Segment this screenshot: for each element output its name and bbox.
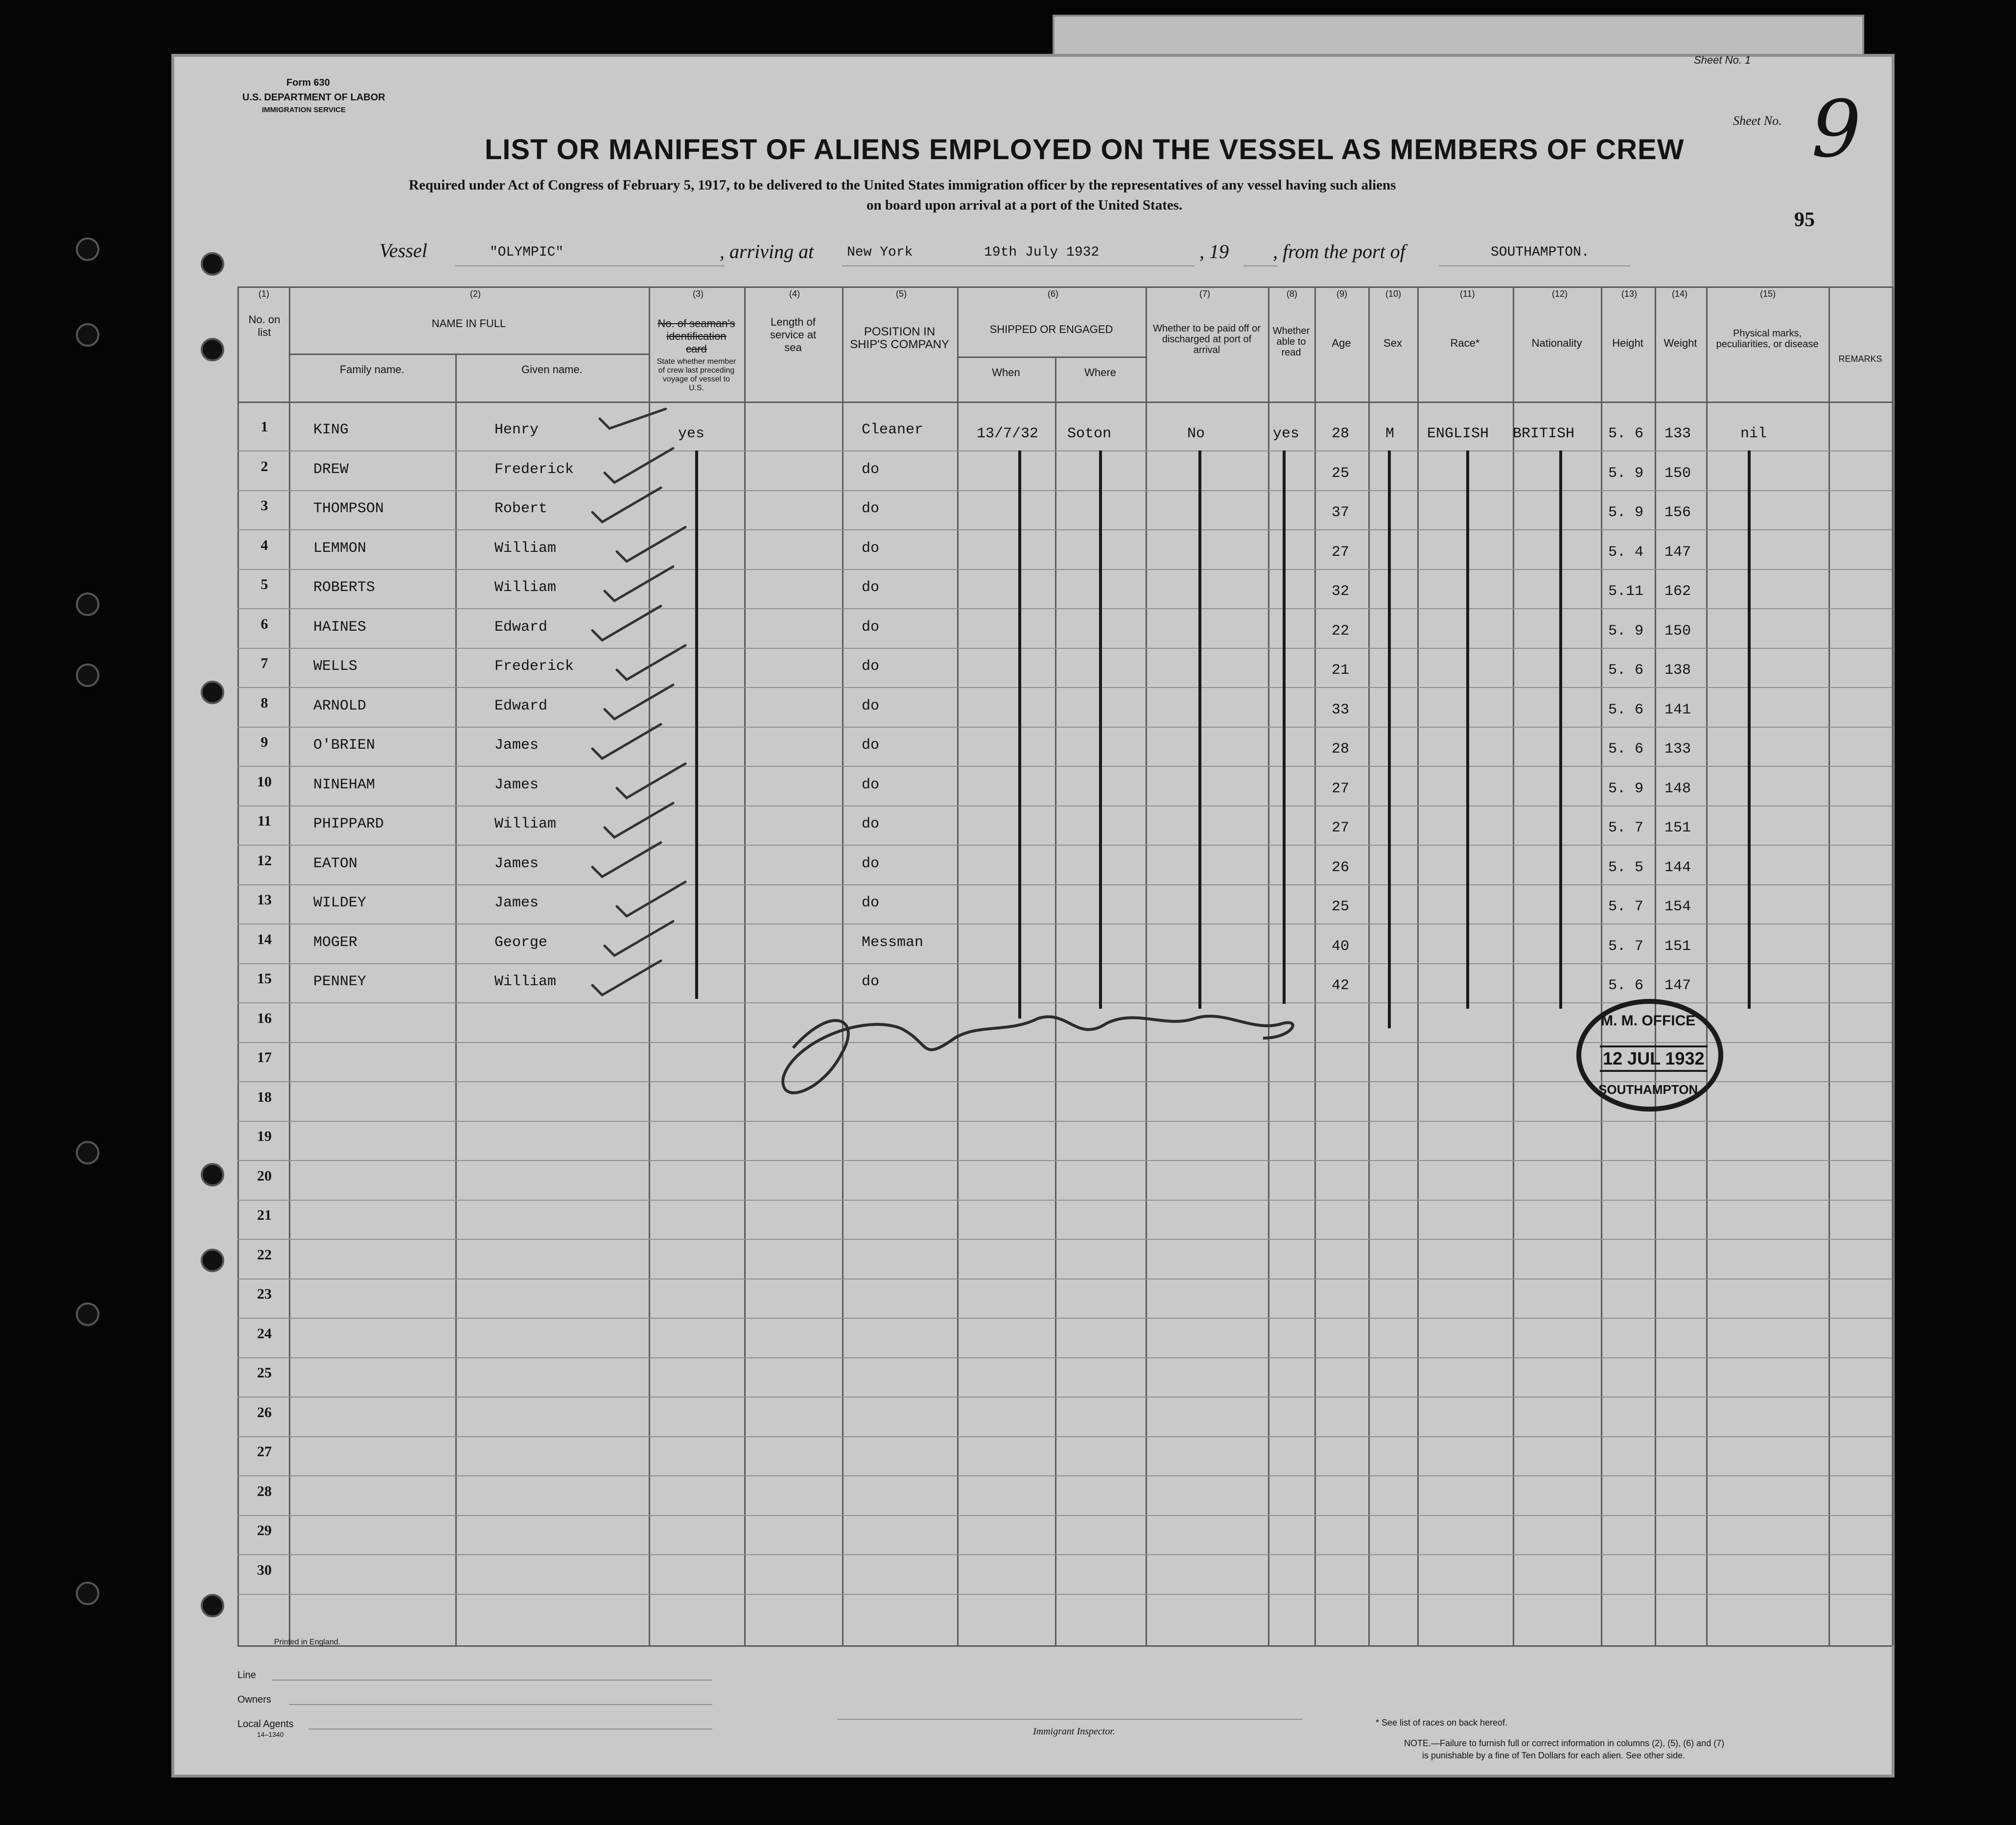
row-rule [237,1239,1892,1240]
binder-hole [201,681,224,704]
height-cell: 5. 5 [1608,859,1644,876]
arriving-label: , arriving at [720,240,814,262]
row-number: 10 [257,773,272,790]
stamp-date: 12 JUL 1932 [1600,1045,1708,1072]
binder-hole [201,252,224,276]
row-number: 15 [257,971,272,987]
given-name-cell: Frederick [494,658,574,675]
weight-cell: 147 [1664,544,1691,561]
age-cell: 33 [1332,701,1350,718]
position-cell: do [862,579,880,596]
weight-cell: 151 [1664,938,1691,955]
given-name-cell: James [494,895,539,911]
row-number: 13 [257,892,272,908]
inspector-label: Immigrant Inspector. [1033,1726,1115,1737]
family-name-cell: O'BRIEN [313,737,375,754]
age-cell: 28 [1332,426,1350,442]
col-number: (6) [1048,289,1058,299]
col-number: (15) [1760,289,1776,299]
family-name-cell: PENNEY [313,973,367,990]
printed-in: Printed in England. [274,1638,341,1646]
row-rule [237,727,1892,728]
col-header-age: Age [1332,337,1351,349]
height-cell: 5. 7 [1608,938,1644,955]
weight-cell: 156 [1664,504,1691,521]
position-cell: do [862,540,880,557]
height-cell: 5. 6 [1608,701,1644,718]
binder-hole [201,1594,224,1617]
height-cell: 5. 6 [1608,977,1644,994]
col-number: (8) [1287,289,1297,299]
physical-marks-cell: nil [1740,426,1767,442]
page-code: 95 [1794,209,1815,231]
given-name-cell: George [494,934,548,951]
row-number: 27 [257,1444,272,1460]
footer-agents-code: 14–1340 [257,1730,284,1738]
col-number: (5) [896,289,907,299]
row-rule [237,529,1892,530]
age-cell: 22 [1332,622,1350,640]
col-divider [1055,356,1056,1645]
binder-hole [76,593,99,616]
weight-cell: 151 [1664,820,1691,836]
row-number: 12 [257,852,272,869]
col-number: (11) [1460,289,1475,299]
race-cell: ENGLISH [1427,426,1489,442]
row-number: 2 [260,458,268,474]
col-header-sex: Sex [1383,337,1402,349]
col-header-physical: Physical marks, peculiarities, or disease [1716,328,1819,350]
age-cell: 25 [1332,465,1350,482]
position-cell: do [862,973,880,990]
given-name-cell: Henry [494,422,539,438]
row-number: 3 [260,498,268,514]
given-name-cell: Robert [494,500,548,517]
arrival-port: New York [847,245,913,260]
weight-cell: 138 [1664,662,1691,679]
sheet-number: 9 [1811,83,1861,175]
col-header-weight: Weight [1664,337,1697,349]
age-cell: 32 [1332,583,1350,600]
age-cell: 42 [1332,977,1350,994]
row-rule [237,569,1892,570]
col-header-given: Given name. [521,363,583,376]
height-cell: 5. 9 [1608,504,1644,521]
subtitle-line-1: Required under Act of Congress of February 5, 1917, to be delivered to the United States immigration officer by the representatives of any vessel having such aliens [409,177,1396,193]
row-rule [237,1121,1892,1122]
row-rule [237,1594,1892,1595]
col-number: (10) [1385,289,1402,299]
sheet-no-small: Sheet No. 1 [1694,54,1751,66]
col-number: (4) [789,289,800,299]
weight-cell: 133 [1664,741,1691,758]
ditto-line-physical [1748,450,1751,1009]
weight-cell: 144 [1664,859,1691,876]
given-name-cell: Edward [494,618,548,636]
age-cell: 27 [1332,820,1350,836]
position-cell: do [862,658,880,675]
family-name-cell: THOMPSON [313,500,384,517]
family-name-cell: MOGER [313,934,358,951]
height-cell: 5. 7 [1608,820,1644,836]
age-cell: 27 [1332,544,1350,561]
row-rule [237,1475,1892,1476]
department: U.S. DEPARTMENT OF LABOR [242,92,385,103]
family-name-cell: WELLS [313,658,358,675]
row-rule [237,648,1892,649]
col-header-family: Family name. [339,363,405,376]
row-number: 11 [257,813,272,829]
given-name-cell: James [494,737,539,754]
row-number: 9 [260,734,268,750]
binder-hole [76,1303,99,1326]
table-top-border [237,286,1892,288]
row-number: 18 [257,1089,272,1105]
row-rule [237,766,1892,767]
col-header-id-card: No. of seaman's identification card [657,317,735,355]
row-number: 16 [257,1010,272,1026]
col-header-id-note: State whether member of crew last preceding voyage of vessel to U.S. [656,357,736,392]
ditto-line-read [1283,450,1286,1004]
row-rule [237,1436,1892,1437]
arrival-date: 19th July 1932 [984,245,1100,260]
page-title: LIST OR MANIFEST OF ALIENS EMPLOYED ON THE VESSEL AS MEMBERS OF CREW [485,134,1685,166]
position-cell: do [862,816,880,832]
ditto-line-sex [1388,450,1391,1028]
row-number: 29 [257,1522,272,1539]
row-rule [237,687,1892,688]
position-cell: Messman [862,934,924,951]
row-rule [237,490,1892,491]
vessel-name: "OLYMPIC" [490,245,564,260]
manifest-sheet [171,54,1895,1778]
row-number: 28 [257,1483,272,1499]
col-header-shipped: SHIPPED OR ENGAGED [989,323,1113,335]
row-rule [237,884,1892,885]
col-divider [455,354,457,1645]
binder-hole [201,338,224,361]
inspector-signature-line [837,1719,1302,1720]
col-header-read: Whether able to read [1272,326,1310,358]
binder-hole [76,1582,99,1605]
weight-cell: 133 [1664,426,1691,442]
footer-line-label: Line [237,1670,256,1681]
row-number: 20 [257,1167,272,1184]
service: IMMIGRATION SERVICE [262,106,346,114]
row-number: 21 [257,1207,272,1223]
age-cell: 25 [1332,899,1350,915]
vessel-label: Vessel [379,239,427,261]
voyage-underline [842,265,1195,266]
age-cell: 21 [1332,662,1350,679]
col-number: (2) [470,289,481,299]
col-divider [1892,286,1894,1645]
stamp-top-text: M. M. OFFICE [1601,1013,1696,1029]
col-header-where: Where [1084,366,1116,379]
position-cell: do [862,461,880,478]
penalty-note-1: NOTE.—Failure to furnish full or correct information in columns (2), (5), (6) and (7) [1404,1738,1725,1748]
position-cell: do [862,855,880,872]
family-name-cell: EATON [313,855,358,872]
family-name-cell: WILDEY [313,895,367,911]
given-name-cell: James [494,776,539,793]
origin-port: SOUTHAMPTON. [1491,245,1590,260]
family-name-cell: PHIPPARD [313,816,384,832]
year-label: , 19 [1199,240,1229,262]
height-cell: 5. 9 [1608,465,1644,482]
footer-owners-label: Owners [237,1694,271,1705]
row-rule [237,1279,1892,1280]
row-rule [237,1200,1892,1201]
shipped-where-cell: Soton [1067,426,1112,442]
col-header-length: Length of service at sea [770,316,817,354]
row-number: 30 [257,1562,272,1578]
ditto-line-when [1018,450,1021,1019]
family-name-cell: NINEHAM [313,776,375,793]
penalty-note-2: is punishable by a fine of Ten Dollars for each alien. See other side. [1422,1751,1685,1760]
office-stamp [1576,999,1723,1112]
col-header-remarks: REMARKS [1838,354,1882,364]
col-header-race: Race* [1450,337,1480,349]
row-number: 26 [257,1404,272,1421]
height-cell: 5. 6 [1608,662,1644,679]
row-number: 25 [257,1365,272,1381]
given-name-cell: William [494,816,557,832]
height-cell: 5. 7 [1608,899,1644,915]
footer-underline [308,1729,712,1730]
col-number: (13) [1621,289,1638,299]
given-name-cell: William [494,973,557,990]
position-cell: do [862,776,880,793]
voyage-underline [455,265,725,266]
weight-cell: 154 [1664,899,1691,915]
row-rule [237,450,1892,451]
prev-voyage-cell: yes [678,426,705,442]
position-cell: do [862,737,880,754]
ditto-line-prev-voyage [695,450,698,999]
row-number: 6 [260,616,268,632]
height-cell: 5. 6 [1608,426,1644,442]
family-name-cell: ARNOLD [313,697,367,714]
binder-hole [201,1249,224,1272]
col-header-height: Height [1612,337,1643,349]
name-subheader-line [289,354,649,355]
col-number: (14) [1672,289,1688,299]
height-cell: 5. 9 [1608,780,1644,797]
height-cell: 5. 6 [1608,741,1644,758]
position-cell: do [862,697,880,714]
col-header-when: When [992,366,1020,379]
age-cell: 40 [1332,938,1350,955]
race-note: * See list of races on back hereof. [1376,1718,1508,1728]
age-cell: 26 [1332,859,1350,876]
weight-cell: 162 [1664,583,1691,600]
age-cell: 28 [1332,741,1350,758]
age-cell: 27 [1332,780,1350,797]
row-rule [237,608,1892,609]
ditto-line-nationality [1559,450,1562,1009]
position-cell: Cleaner [862,422,924,438]
row-number: 1 [260,419,268,435]
family-name-cell: LEMMON [313,540,367,557]
form-number: Form 630 [286,77,330,88]
binder-hole [201,1163,224,1186]
family-name-cell: DREW [313,461,349,478]
col-number: (1) [258,289,269,299]
height-cell: 5. 4 [1608,544,1644,561]
given-name-cell: James [494,855,539,872]
from-port-label: , from the port of [1273,240,1406,262]
weight-cell: 150 [1664,622,1691,640]
header-bottom-border [237,402,1892,403]
shipped-when-cell: 13/7/32 [977,426,1039,442]
binder-hole [76,323,99,347]
binder-hole [76,237,99,261]
row-rule [237,1554,1892,1555]
footer-agents-label: Local Agents [237,1719,294,1730]
row-rule [237,1515,1892,1516]
sheet-no-label: Sheet No. [1733,114,1782,128]
table-bottom-border [237,1645,1892,1647]
col-header-paid-off: Whether to be paid off or discharged at port of arrival [1153,323,1261,356]
binder-hole [76,1141,99,1164]
col-header-position: POSITION IN SHIP'S COMPANY [850,325,949,351]
row-rule [237,1357,1892,1358]
row-rule [237,1397,1892,1398]
subtitle-line-2: on board upon arrival at a port of the United States. [867,197,1183,213]
height-cell: 5. 9 [1608,622,1644,640]
ditto-line-where [1099,450,1102,1009]
row-number: 17 [257,1049,272,1066]
row-number: 24 [257,1325,272,1342]
weight-cell: 147 [1664,977,1691,994]
voyage-underline [1243,265,1278,266]
paid-off-cell: No [1187,426,1205,442]
given-name-cell: William [494,579,557,596]
row-rule [237,963,1892,964]
nationality-cell: BRITISH [1513,426,1575,442]
row-number: 22 [257,1246,272,1263]
row-rule [237,1160,1892,1161]
footer-underline [272,1680,712,1681]
binder-hole [76,664,99,687]
col-number: (7) [1199,289,1210,299]
height-cell: 5.11 [1608,583,1644,600]
ditto-line-race [1466,450,1469,1009]
weight-cell: 150 [1664,465,1691,482]
row-rule [237,845,1892,846]
position-cell: do [862,618,880,636]
col-header-name: NAME IN FULL [431,317,506,330]
row-number: 5 [260,576,268,593]
sex-cell: M [1385,426,1395,442]
given-name-cell: Edward [494,697,548,714]
voyage-underline [1439,265,1630,266]
col-number: (3) [693,289,703,299]
weight-cell: 148 [1664,780,1691,797]
row-rule [237,1318,1892,1319]
family-name-cell: KING [313,422,349,438]
age-cell: 37 [1332,504,1350,521]
row-number: 4 [260,537,268,553]
shipped-subheader-line [957,356,1146,358]
row-number: 7 [260,655,268,671]
col-number: (9) [1336,289,1347,299]
given-name-cell: William [494,540,557,557]
position-cell: do [862,895,880,911]
col-header-nationality: Nationality [1531,337,1582,349]
row-number: 14 [257,931,272,948]
row-number: 8 [260,694,268,711]
col-header-no: No. on list [248,313,281,338]
footer-underline [289,1704,712,1705]
able-to-read-cell: yes [1273,426,1300,442]
stamp-bottom-text: SOUTHAMPTON [1598,1082,1698,1097]
family-name-cell: HAINES [313,618,367,636]
row-number: 23 [257,1286,272,1302]
weight-cell: 141 [1664,701,1691,718]
row-number: 19 [257,1128,272,1144]
col-number: (12) [1552,289,1568,299]
family-name-cell: ROBERTS [313,579,375,596]
position-cell: do [862,500,880,517]
given-name-cell: Frederick [494,461,574,478]
ditto-line-paid [1198,450,1201,1009]
